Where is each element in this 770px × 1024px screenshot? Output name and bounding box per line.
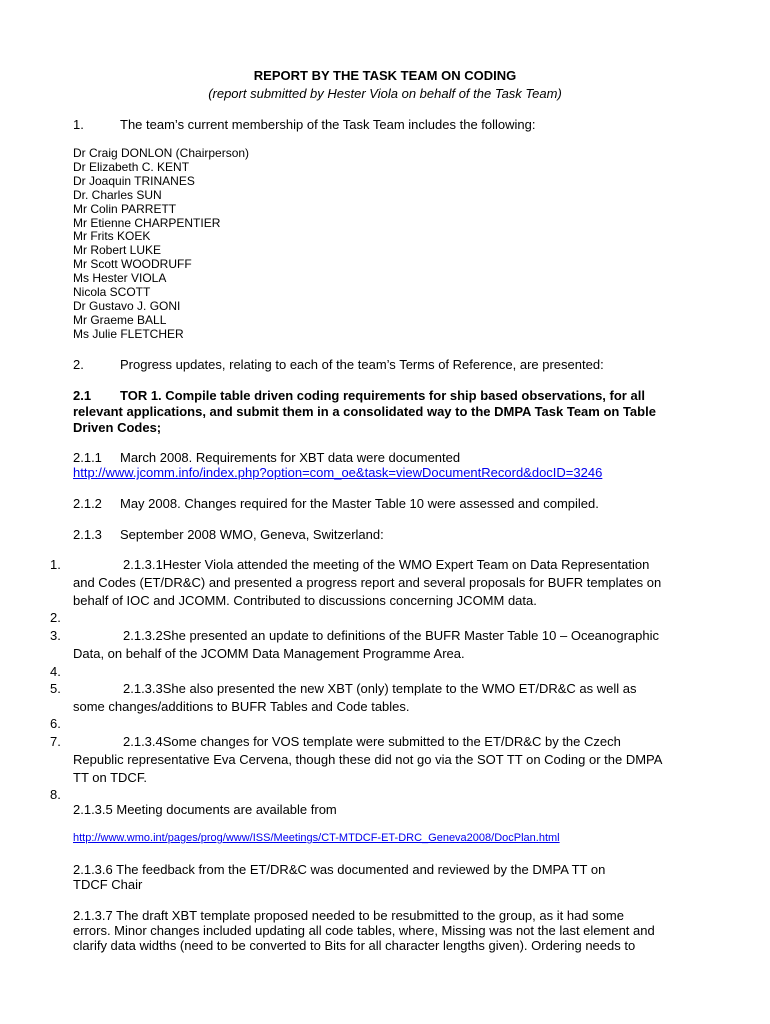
section-1-text: The team’s current membership of the Task Team includes the following: xyxy=(120,117,536,132)
list-number-8: 8. xyxy=(50,787,61,802)
report-title: REPORT BY THE TASK TEAM ON CODING xyxy=(253,68,517,83)
para-2135-text: 2.1.3.5 Meeting documents are available from xyxy=(73,802,337,817)
para-2132-line1: 2.1.3.2She presented an update to definitions of the BUFR Master Table 10 – Oceanographic xyxy=(123,628,659,643)
list-number-6: 6. xyxy=(50,716,61,731)
member-name: Dr Elizabeth C. KENT xyxy=(73,159,190,174)
member-name: Mr Robert LUKE xyxy=(73,243,162,258)
para-2134-line3: TT on TDCF. xyxy=(73,770,147,785)
member-name: Mr Graeme BALL xyxy=(73,312,167,327)
member-name: Mr Colin PARRETT xyxy=(73,201,177,216)
para-2131-line1: 2.1.3.1Hester Viola attended the meeting of the WMO Expert Team on Data Representation xyxy=(123,557,650,572)
para-2136-line2: TDCF Chair xyxy=(73,877,143,892)
para-2134-line1: 2.1.3.4Some changes for VOS template were submitted to the ET/DR&C by the Czech xyxy=(123,734,621,749)
para-2137-line1: 2.1.3.7 The draft XBT template proposed needed to be resubmitted to the group, as it had some xyxy=(73,908,624,923)
para-2131-line2: and Codes (ET/DR&C) and presented a progress report and several proposals for BUFR templates on xyxy=(73,575,662,590)
tor1-line3: Driven Codes; xyxy=(73,420,162,435)
para-2137-line3: clarify data widths (need to be converted to Bits for all character lengths given). Ordering needs to xyxy=(73,938,636,953)
list-number-2: 2. xyxy=(50,610,61,625)
item-213-number: 2.1.3 xyxy=(73,527,102,542)
item-212-text: May 2008. Changes required for the Master Table 10 were assessed and compiled. xyxy=(120,496,599,511)
member-name: Mr Scott WOODRUFF xyxy=(73,257,192,272)
para-2137-line2: errors. Minor changes included updating all code tables, where, Missing was not the last element and xyxy=(73,923,655,938)
para-2131-line3: behalf of IOC and JCOMM. Contributed to discussions concerning JCOMM data. xyxy=(73,593,537,608)
member-name: Ms Julie FLETCHER xyxy=(73,326,184,341)
member-name: Mr Frits KOEK xyxy=(73,229,151,244)
member-list xyxy=(73,147,249,342)
list-number-4: 4. xyxy=(50,664,61,679)
para-2133-line1: 2.1.3.3She also presented the new XBT (only) template to the WMO ET/DR&C as well as xyxy=(123,681,637,696)
section-2-text: Progress updates, relating to each of the team’s Terms of Reference, are presented: xyxy=(120,357,604,372)
list-number-7: 7. xyxy=(50,734,61,749)
item-211-text: March 2008. Requirements for XBT data were documented xyxy=(120,450,461,465)
report-subtitle: (report submitted by Hester Viola on behalf of the Task Team) xyxy=(208,86,562,101)
member-name: Dr. Charles SUN xyxy=(73,187,162,202)
list-number-5: 5. xyxy=(50,681,61,696)
section-2-number: 2. xyxy=(73,357,84,372)
item-212-number: 2.1.2 xyxy=(73,496,102,511)
para-2132-line2: Data, on behalf of the JCOMM Data Management Programme Area. xyxy=(73,646,465,661)
section-1-number: 1. xyxy=(73,117,84,132)
member-name: Dr Craig DONLON (Chairperson) xyxy=(73,146,250,160)
item-213-text: September 2008 WMO, Geneva, Switzerland: xyxy=(120,527,384,542)
para-2135-link[interactable]: http://www.wmo.int/pages/prog/www/ISS/Meetings/CT-MTDCF-ET-DRC_Geneva2008/DocPlan.html xyxy=(73,832,560,844)
tor1-number: 2.1 xyxy=(73,388,92,403)
member-name: Dr Joaquin TRINANES xyxy=(73,173,195,188)
tor1-line1: TOR 1. Compile table driven coding requirements for ship based observations, for all xyxy=(120,388,645,403)
para-2134-line2: Republic representative Eva Cervena, though these did not go via the SOT TT on Coding or the DMPA xyxy=(73,752,663,767)
member-name: Mr Etienne CHARPENTIER xyxy=(73,215,221,230)
item-211-link[interactable]: http://www.jcomm.info/index.php?option=com_oe&task=viewDocumentRecord&docID=3246 xyxy=(73,465,603,480)
member-name: Dr Gustavo J. GONI xyxy=(73,298,181,313)
list-number-3: 3. xyxy=(50,628,61,643)
para-2136-line1: 2.1.3.6 The feedback from the ET/DR&C was documented and reviewed by the DMPA TT on xyxy=(73,862,606,877)
list-number-1: 1. xyxy=(50,557,61,572)
member-name: Nicola SCOTT xyxy=(73,285,151,300)
member-name: Ms Hester VIOLA xyxy=(73,271,167,286)
para-2133-line2: some changes/additions to BUFR Tables and Code tables. xyxy=(73,699,410,714)
tor1-line2: relevant applications, and submit them in a consolidated way to the DMPA Task Team on Table xyxy=(73,404,656,419)
item-211-number: 2.1.1 xyxy=(73,450,102,465)
